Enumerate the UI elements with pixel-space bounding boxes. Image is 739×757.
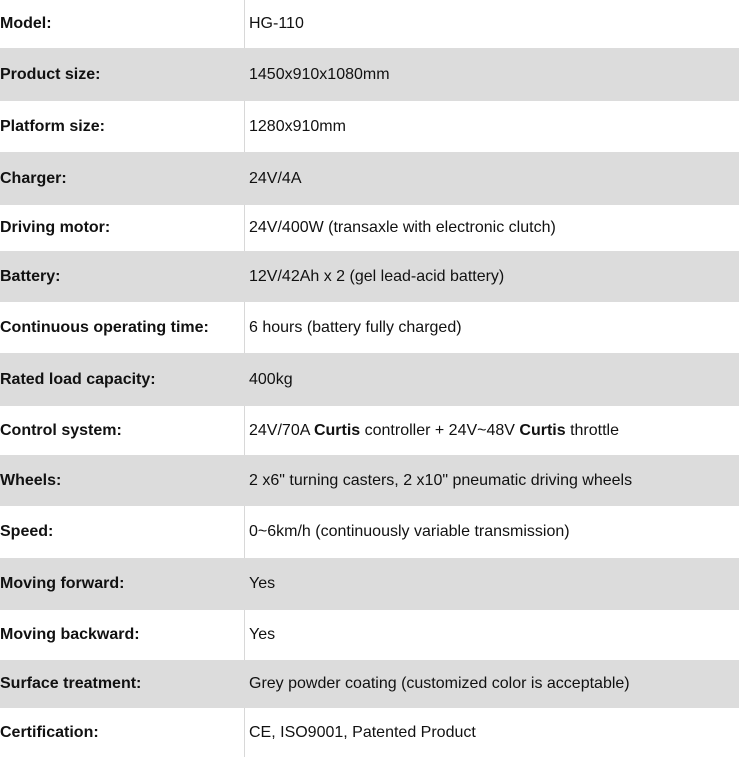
spec-value: 6 hours (battery fully charged) [249, 318, 462, 336]
value-part: throttle [565, 421, 619, 439]
spec-label: Product size: [0, 48, 245, 101]
spec-label: Wheels: [0, 455, 245, 506]
spec-row-operating-time [0, 302, 739, 353]
spec-label: Control system: [0, 406, 245, 455]
spec-value: HG-110 [249, 15, 304, 32]
spec-value: 1450x910x1080mm [245, 48, 739, 101]
spec-label: Continuous operating time: [0, 302, 245, 353]
spec-label: Platform size: [0, 101, 245, 152]
spec-label: Model: [0, 0, 245, 48]
spec-value: CE, ISO9001, Patented Product [249, 723, 476, 741]
spec-value [245, 406, 739, 455]
spec-value: Yes [249, 626, 276, 643]
brand-name: Curtis [313, 421, 361, 439]
spec-row-charger [0, 152, 739, 205]
spec-label: Moving backward: [0, 610, 245, 660]
spec-row-certification [0, 708, 739, 757]
spec-row-battery [0, 251, 739, 302]
spec-row-load-capacity [0, 353, 739, 406]
spec-row-moving-backward [0, 610, 739, 660]
value-part: controller + 24V~48V [360, 421, 520, 439]
spec-value: 400kg [245, 353, 739, 406]
spec-row-wheels [0, 455, 739, 506]
spec-value: Grey powder coating (customized color is acceptable) [245, 660, 739, 708]
spec-value: 12V/42Ah x 2 (gel lead-acid battery) [245, 251, 739, 302]
spec-row-model [0, 0, 739, 48]
brand-name: Curtis [519, 421, 566, 439]
spec-label: Driving motor: [0, 205, 245, 251]
spec-label: Certification: [0, 708, 245, 757]
spec-label: Surface treatment: [0, 660, 245, 708]
spec-label: Moving forward: [0, 558, 245, 610]
spec-row-control-system [0, 406, 739, 455]
value-part: 24V/70A [249, 421, 314, 439]
spec-label: Rated load capacity: [0, 353, 245, 406]
spec-row-driving-motor [0, 205, 739, 251]
spec-row-moving-forward [0, 558, 739, 610]
spec-label: Charger: [0, 152, 245, 205]
spec-value: 24V/400W (transaxle with electronic clutch) [249, 219, 556, 236]
spec-value: 1280x910mm [249, 117, 346, 135]
spec-value: 0~6km/h (continuously variable transmission) [249, 523, 570, 540]
spec-value: Yes [245, 558, 739, 610]
spec-label: Battery: [0, 251, 245, 302]
spec-row-platform-size [0, 101, 739, 152]
spec-row-surface-treatment [0, 660, 739, 708]
spec-row-product-size [0, 48, 739, 101]
spec-label: Speed: [0, 506, 245, 558]
spec-value: 2 x6" turning casters, 2 x10" pneumatic driving wheels [245, 455, 739, 506]
spec-value: 24V/4A [245, 152, 739, 205]
spec-row-speed [0, 506, 739, 558]
